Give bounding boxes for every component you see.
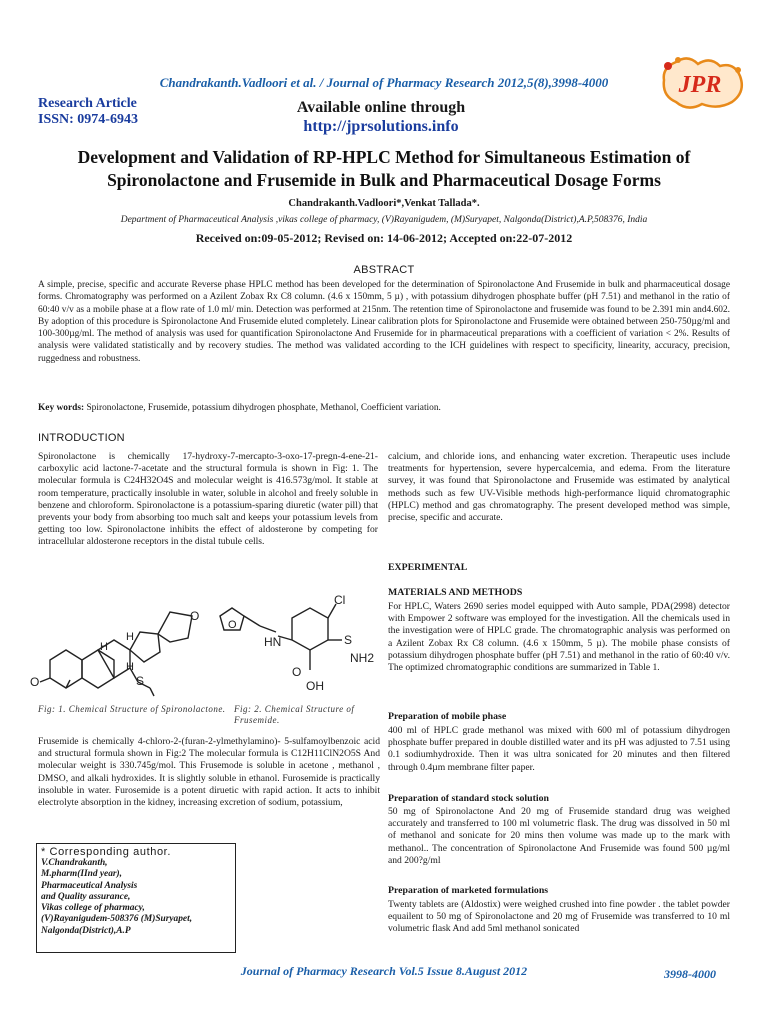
materials-heading: MATERIALS AND METHODS [388,587,523,598]
spiro-h2-label: H [100,641,108,653]
figure-2-caption: Fig: 2. Chemical Structure of Frusemide. [234,704,355,725]
corresponding-author-box [36,843,236,953]
marketed-formulations-paragraph: Twenty tablets are (Aldostix) were weighed crushed into fine powder . the tablet powder equailent to 50 mg of Spironolactone and 20 mg of Frusemide was transferred to 10 ml volumetric flask And add 5ml methanol sonicated [388,899,730,935]
spiro-h1-label: H [126,631,134,643]
spiro-o-label: O [30,675,40,689]
affiliation: Department of Pharmaceutical Analysis ,vikas college of pharmacy, (V)Rayanigudem, (M)Suryapet, Nalgonda(District),A.P,508376, India [120,215,648,225]
mobile-phase-paragraph: 400 ml of HPLC grade methanol was mixed with 600 ml of potassium dihydrogen phosphate buffer prepared in double distilled water and its pH was adjusted to 7.51 using 0.1 sodiumhydroxide. Then it was ultra sonicated for 20 minutes and then filtered through 0.4µm membrane filter paper. [388,725,730,773]
abstract-text: A simple, precise, specific and accurate Reverse phase HPLC method has been developed for the determination of Spironolactone And Frusemide in bulk and pharmaceutical dosage forms. Chromatography was performed on a Azilent Zobax Rx C8 column. (4.6 x 150mm, 5 µ) , with potassium dihydrogen phosphate buffer (pH 7.51) and methanol in the ratio of 60:40 v/v as a mobile phase at a flow rate of 1.0 ml/ min. Detection was performed at 215nm. The retention time of Spironolactone and frusemide was found to be 2.391 min and4.602. By adoption of this procedure is Spironolactone And Frusemide eluted completely. Linear calibration plots for Spironolactone and Frusemide were obtained between 250-750µg/ml and 100-300µg/ml. The method of analysis was used for quantification Spironolactone And Frusemide for in pharmaceutical preparations with a coefficient of variation < 2%. Results of analysis were validated statistically and by recovery studies. The method was validated according to the ICH guidelines with respect to specificity, linearity, accuracy, precision, ruggedness and robustness. [38,280,730,364]
marketed-formulations-heading: Preparation of marketed formulations [388,885,549,896]
received-dates: Received on:09-05-2012; Revised on: 14-06-2012; Accepted on:22-07-2012 [195,231,573,245]
corr-line: V.Chandrakanth, [41,858,108,868]
title-line-1: Development and Validation of RP-HPLC Method for Simultaneous Estimation of [77,147,691,167]
footer-journal: Journal of Pharmacy Research Vol.5 Issue 8.August 2012 [240,964,528,978]
article-type: Research Article [38,96,137,111]
corr-line: M.pharm(IInd year), [41,869,122,880]
article-title [40,146,728,192]
available-online-text: Available online through [296,99,466,116]
frusemide-nh-label: HN [264,635,282,649]
keywords [38,403,730,413]
spiro-h3-label: H [126,661,134,673]
keywords-text: Spironolactone, Frusemide, potassium dihydrogen phosphate, Methanol, Coefficient variation. [84,403,441,413]
spiro-o2-label: O [190,609,200,623]
standard-solution-heading: Preparation of standard stock solution [388,793,549,804]
intro-paragraph-1: Spironolactone is chemically 17-hydroxy-7-mercapto-3-oxo-17-pregn-4-ene-21-carboxylic acid lactone-7-acetate and the structural formula is shown in Fig: 1. The molecular formula is C24H32O4S and molecular weight is 416.573g/mol. It stable at room temperature, practically insoluble in water, soluble in alcohol and freely soluble in benzene and chloroform. Spironolactone is a potassium-sparing diuretic (water pill) that prevents your body from absorbing too much salt and keeps your potassium levels from getting too low. Spironolactone inhibits the effect of aldosterone by competing for intracellular aldosterone receptors in the distal tubule cells. [38,451,378,548]
frusemide-s-label: S [344,633,353,647]
corr-line: Nalgonda(District),A.P [41,925,131,936]
article-type-block [38,96,138,128]
availability-block [236,98,526,136]
abstract-heading: ABSTRACT [353,264,415,276]
footer-page-range: 3998-4000 [664,967,716,981]
corr-line: (V)Rayanigudem-508376 (M)Suryapet, [41,914,193,925]
introduction-heading: INTRODUCTION [38,432,125,444]
intro-paragraph-3: calcium, and chloride ions, and enhancing water excretion. Therapeutic uses include treatments for hypertension, severe hypercalcemia, and edema. From the literature survey, it was found that Spironolactone and Frusemide was estimated by analytical methods such as few UV-Visible methods high-performance liquid chromatographic (HPLC) method and gas chromatography. The present developed method was simple, precise, specific and accurate. [388,451,730,524]
keywords-label: Key words: [38,403,85,413]
spironolactone-structure [40,612,192,696]
journal-logo [648,52,748,112]
journal-logo-text: JPR [678,72,722,98]
intro-paragraph-2: Frusemide is chemically 4-chloro-2-(furan-2-ylmethylamino)- 5-sulfamoylbenzoic acid and structural formula shown in Fig:2 The molecular formula is C12H11ClN2O5S And molecular weight is 330.745g/mol. This Frusemode is soluble in acetone , methanol , DMSO, and alkali hydroxides. It is slightly soluble in ethanol. Furosemide is practically insoluble in water. Furosemide is a potent diruetic with rapid action. It acts to inhibit electrolyte absorption in the kidney, increasing excretion of sodium, potassium, [38,736,380,809]
frusemide-nh2-label: NH2 [350,651,375,665]
materials-paragraph: For HPLC, Waters 2690 series model equipped with Auto sample, PDA(2998) detector with Empower 2 software was employed for the investigation. All the chemicals used in the investigation were of HPLC grade. The chromatographic analysis was performed on a Azilent Zobax Rx C8 column. (4.6 x 150mm, 5 µ). The mobile phase consists of potassium dihydrogen phosphate buffer (pH 7.51) and methanol in the ratio of 60:40 v/v. The optimized chromatographic conditions are summarized in Table 1. [388,601,730,674]
frusemide-cl-label: Cl [334,593,346,607]
journal-url-link[interactable]: http://jprsolutions.info [303,118,459,135]
corr-line: Pharmaceutical Analysis [41,880,138,891]
spiro-s-label: S [136,674,145,688]
corr-line: Vikas college of pharmacy, [41,903,145,914]
corr-line: and Quality assurance, [41,891,131,902]
figure-1-caption: Fig: 1. Chemical Structure of Spironolactone. [38,704,226,714]
frusemide-o-label: O [292,665,302,679]
authors: Chandrakanth.Vadloori*,Venkat Tallada*. [288,198,480,209]
corresponding-author-heading: * Corresponding author. [41,846,171,858]
standard-solution-paragraph: 50 mg of Spironolactone And 20 mg of Frusemide standard drug was weighed accurately and transferred to 100 ml volumetric flask. The drug was dissolved in 50 ml of methanol and sonicate for 20 mins then volume was made up to the mark with methanol.. The concentration of Spironolactone And Frusemide was found 500 µg/ml and 200?g/ml [388,806,730,866]
frusemide-oh-label: OH [306,679,324,693]
title-line-2: Spironolactone and Frusemide in Bulk and Pharmaceutical Dosage Forms [107,170,661,190]
chemical-structures-figure [30,590,390,700]
issn: ISSN: 0974-6943 [38,112,138,127]
mobile-phase-heading: Preparation of mobile phase [388,711,507,722]
frusemide-furan-o: O [228,619,237,631]
experimental-heading: EXPERIMENTAL [388,562,468,573]
journal-running-header: Chandrakanth.Vadloori et al. / Journal of Pharmacy Research 2012,5(8),3998-4000 [159,75,609,90]
